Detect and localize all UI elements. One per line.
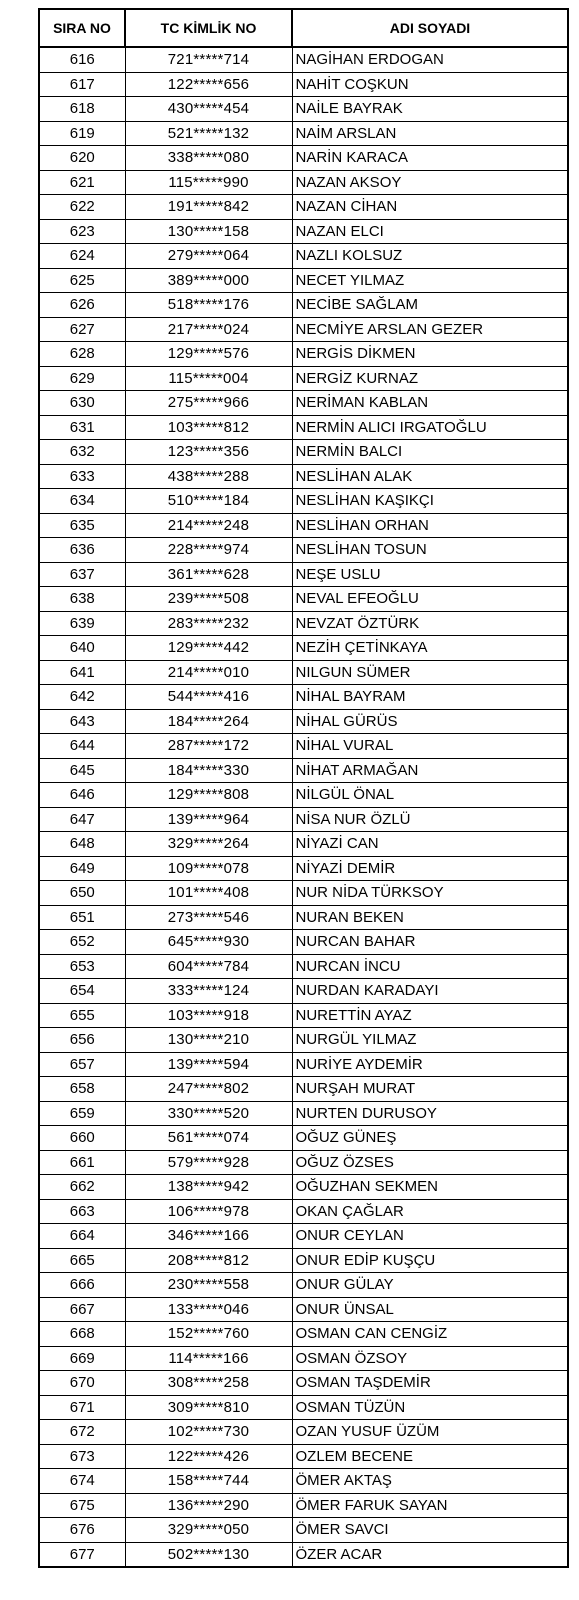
table-row <box>39 636 568 661</box>
sira-no-cell: 617 <box>39 72 125 97</box>
adi-soyadi-cell: OKAN ÇAĞLAR <box>292 1199 568 1224</box>
sira-no-cell: 675 <box>39 1493 125 1518</box>
table-row <box>39 1493 568 1518</box>
table-row <box>39 317 568 342</box>
sira-no-cell: 663 <box>39 1199 125 1224</box>
table-row <box>39 1297 568 1322</box>
header-tc-kimlik-no: TC KİMLİK NO <box>125 9 292 47</box>
table-row <box>39 1101 568 1126</box>
table-row <box>39 47 568 72</box>
adi-soyadi-cell: NURŞAH MURAT <box>292 1077 568 1102</box>
adi-soyadi-cell: NILGUN SÜMER <box>292 660 568 685</box>
table-row <box>39 538 568 563</box>
adi-soyadi-cell: NİHAL BAYRAM <box>292 685 568 710</box>
adi-soyadi-cell: NAGİHAN ERDOGAN <box>292 47 568 72</box>
tc-kimlik-no-cell: 239*****508 <box>125 587 292 612</box>
adi-soyadi-cell: OĞUZ GÜNEŞ <box>292 1126 568 1151</box>
table-row <box>39 881 568 906</box>
adi-soyadi-cell: OĞUZHAN SEKMEN <box>292 1175 568 1200</box>
table-row <box>39 464 568 489</box>
tc-kimlik-no-cell: 283*****232 <box>125 611 292 636</box>
sira-no-cell: 637 <box>39 562 125 587</box>
sira-no-cell: 676 <box>39 1518 125 1543</box>
adi-soyadi-cell: NESLİHAN TOSUN <box>292 538 568 563</box>
sira-no-cell: 660 <box>39 1126 125 1151</box>
adi-soyadi-cell: NURDAN KARADAYI <box>292 979 568 1004</box>
tc-kimlik-no-cell: 129*****808 <box>125 783 292 808</box>
tc-kimlik-no-cell: 502*****130 <box>125 1542 292 1567</box>
sira-no-cell: 654 <box>39 979 125 1004</box>
adi-soyadi-cell: NURCAN BAHAR <box>292 930 568 955</box>
table-row <box>39 587 568 612</box>
table-row <box>39 562 568 587</box>
adi-soyadi-cell: NECMİYE ARSLAN GEZER <box>292 317 568 342</box>
table-row <box>39 832 568 857</box>
tc-kimlik-no-cell: 214*****248 <box>125 513 292 538</box>
table-row <box>39 366 568 391</box>
sira-no-cell: 651 <box>39 905 125 930</box>
tc-kimlik-no-cell: 133*****046 <box>125 1297 292 1322</box>
sira-no-cell: 619 <box>39 121 125 146</box>
tc-kimlik-no-cell: 228*****974 <box>125 538 292 563</box>
adi-soyadi-cell: NERGİS DİKMEN <box>292 342 568 367</box>
table-body <box>39 47 568 1567</box>
table-row <box>39 1052 568 1077</box>
tc-kimlik-no-cell: 115*****004 <box>125 366 292 391</box>
table-row <box>39 244 568 269</box>
adi-soyadi-cell: NEVZAT ÖZTÜRK <box>292 611 568 636</box>
sira-no-cell: 665 <box>39 1248 125 1273</box>
adi-soyadi-cell: NURTEN DURUSOY <box>292 1101 568 1126</box>
table-row <box>39 146 568 171</box>
table-row <box>39 905 568 930</box>
tc-kimlik-no-cell: 361*****628 <box>125 562 292 587</box>
sira-no-cell: 668 <box>39 1322 125 1347</box>
tc-kimlik-no-cell: 309*****810 <box>125 1395 292 1420</box>
table-row <box>39 1248 568 1273</box>
tc-kimlik-no-cell: 152*****760 <box>125 1322 292 1347</box>
adi-soyadi-cell: NİHAL GÜRÜS <box>292 709 568 734</box>
adi-soyadi-cell: NİYAZİ DEMİR <box>292 856 568 881</box>
sira-no-cell: 641 <box>39 660 125 685</box>
tc-kimlik-no-cell: 275*****966 <box>125 391 292 416</box>
sira-no-cell: 662 <box>39 1175 125 1200</box>
sira-no-cell: 628 <box>39 342 125 367</box>
tc-kimlik-no-cell: 333*****124 <box>125 979 292 1004</box>
tc-kimlik-no-cell: 544*****416 <box>125 685 292 710</box>
table-row <box>39 121 568 146</box>
sira-no-cell: 625 <box>39 268 125 293</box>
table-row <box>39 1003 568 1028</box>
adi-soyadi-cell: NAZAN AKSOY <box>292 170 568 195</box>
sira-no-cell: 652 <box>39 930 125 955</box>
tc-kimlik-no-cell: 247*****802 <box>125 1077 292 1102</box>
tc-kimlik-no-cell: 138*****942 <box>125 1175 292 1200</box>
tc-kimlik-no-cell: 230*****558 <box>125 1273 292 1298</box>
tc-kimlik-no-cell: 122*****656 <box>125 72 292 97</box>
sira-no-cell: 666 <box>39 1273 125 1298</box>
adi-soyadi-cell: ÖMER FARUK SAYAN <box>292 1493 568 1518</box>
sira-no-cell: 650 <box>39 881 125 906</box>
tc-kimlik-no-cell: 184*****330 <box>125 758 292 783</box>
tc-kimlik-no-cell: 561*****074 <box>125 1126 292 1151</box>
table-row <box>39 856 568 881</box>
tc-kimlik-no-cell: 430*****454 <box>125 97 292 122</box>
adi-soyadi-cell: NESLİHAN ORHAN <box>292 513 568 538</box>
table-row <box>39 611 568 636</box>
sira-no-cell: 618 <box>39 97 125 122</box>
sira-no-cell: 620 <box>39 146 125 171</box>
tc-kimlik-no-cell: 330*****520 <box>125 1101 292 1126</box>
adi-soyadi-cell: NURETTİN AYAZ <box>292 1003 568 1028</box>
table-row <box>39 97 568 122</box>
sira-no-cell: 674 <box>39 1469 125 1494</box>
tc-kimlik-no-cell: 106*****978 <box>125 1199 292 1224</box>
sira-no-cell: 634 <box>39 489 125 514</box>
adi-soyadi-cell: NURAN BEKEN <box>292 905 568 930</box>
sira-no-cell: 655 <box>39 1003 125 1028</box>
tc-kimlik-no-cell: 139*****594 <box>125 1052 292 1077</box>
adi-soyadi-cell: NİHAT ARMAĞAN <box>292 758 568 783</box>
tc-kimlik-no-cell: 109*****078 <box>125 856 292 881</box>
table-row <box>39 1322 568 1347</box>
sira-no-cell: 633 <box>39 464 125 489</box>
sira-no-cell: 658 <box>39 1077 125 1102</box>
table-row <box>39 660 568 685</box>
adi-soyadi-cell: NESLİHAN ALAK <box>292 464 568 489</box>
table-row <box>39 1175 568 1200</box>
sira-no-cell: 664 <box>39 1224 125 1249</box>
sira-no-cell: 649 <box>39 856 125 881</box>
table-row <box>39 783 568 808</box>
adi-soyadi-cell: ÖMER SAVCI <box>292 1518 568 1543</box>
table-row <box>39 513 568 538</box>
adi-soyadi-cell: NERMİN ALICI IRGATOĞLU <box>292 415 568 440</box>
tc-kimlik-no-cell: 721*****714 <box>125 47 292 72</box>
adi-soyadi-cell: OSMAN ÖZSOY <box>292 1346 568 1371</box>
sira-no-cell: 657 <box>39 1052 125 1077</box>
tc-kimlik-no-cell: 329*****264 <box>125 832 292 857</box>
adi-soyadi-cell: OZAN YUSUF ÜZÜM <box>292 1420 568 1445</box>
sira-no-cell: 656 <box>39 1028 125 1053</box>
adi-soyadi-cell: OSMAN TÜZÜN <box>292 1395 568 1420</box>
adi-soyadi-cell: NEZİH ÇETİNKAYA <box>292 636 568 661</box>
adi-soyadi-cell: NAZLI KOLSUZ <box>292 244 568 269</box>
tc-kimlik-no-cell: 208*****812 <box>125 1248 292 1273</box>
table-row <box>39 1028 568 1053</box>
adi-soyadi-cell: NURCAN İNCU <box>292 954 568 979</box>
sira-no-cell: 669 <box>39 1346 125 1371</box>
adi-soyadi-cell: ONUR GÜLAY <box>292 1273 568 1298</box>
table-row <box>39 1126 568 1151</box>
table-row <box>39 1395 568 1420</box>
sira-no-cell: 621 <box>39 170 125 195</box>
tc-kimlik-no-cell: 518*****176 <box>125 293 292 318</box>
records-table <box>38 8 569 1568</box>
table-row <box>39 391 568 416</box>
sira-no-cell: 647 <box>39 807 125 832</box>
tc-kimlik-no-cell: 521*****132 <box>125 121 292 146</box>
adi-soyadi-cell: OZLEM BECENE <box>292 1444 568 1469</box>
adi-soyadi-cell: NAİM ARSLAN <box>292 121 568 146</box>
sira-no-cell: 636 <box>39 538 125 563</box>
tc-kimlik-no-cell: 217*****024 <box>125 317 292 342</box>
adi-soyadi-cell: NİLGÜL ÖNAL <box>292 783 568 808</box>
sira-no-cell: 648 <box>39 832 125 857</box>
table-row <box>39 1420 568 1445</box>
table-row <box>39 807 568 832</box>
tc-kimlik-no-cell: 214*****010 <box>125 660 292 685</box>
table-row <box>39 219 568 244</box>
sira-no-cell: 639 <box>39 611 125 636</box>
tc-kimlik-no-cell: 122*****426 <box>125 1444 292 1469</box>
adi-soyadi-cell: ÖZER ACAR <box>292 1542 568 1567</box>
sira-no-cell: 632 <box>39 440 125 465</box>
tc-kimlik-no-cell: 191*****842 <box>125 195 292 220</box>
adi-soyadi-cell: NEVAL EFEOĞLU <box>292 587 568 612</box>
tc-kimlik-no-cell: 101*****408 <box>125 881 292 906</box>
table-row <box>39 342 568 367</box>
table-row <box>39 1542 568 1567</box>
table-row <box>39 293 568 318</box>
sira-no-cell: 642 <box>39 685 125 710</box>
adi-soyadi-cell: OSMAN CAN CENGİZ <box>292 1322 568 1347</box>
tc-kimlik-no-cell: 136*****290 <box>125 1493 292 1518</box>
adi-soyadi-cell: NECET YILMAZ <box>292 268 568 293</box>
sira-no-cell: 623 <box>39 219 125 244</box>
adi-soyadi-cell: NİYAZİ CAN <box>292 832 568 857</box>
table-row <box>39 489 568 514</box>
adi-soyadi-cell: NECİBE SAĞLAM <box>292 293 568 318</box>
tc-kimlik-no-cell: 129*****576 <box>125 342 292 367</box>
adi-soyadi-cell: NARİN KARACA <box>292 146 568 171</box>
header-sira-no: SIRA NO <box>39 9 125 47</box>
tc-kimlik-no-cell: 103*****812 <box>125 415 292 440</box>
adi-soyadi-cell: ÖMER AKTAŞ <box>292 1469 568 1494</box>
adi-soyadi-cell: NERMİN BALCI <box>292 440 568 465</box>
table-row <box>39 709 568 734</box>
tc-kimlik-no-cell: 130*****210 <box>125 1028 292 1053</box>
tc-kimlik-no-cell: 139*****964 <box>125 807 292 832</box>
sira-no-cell: 631 <box>39 415 125 440</box>
table-row <box>39 1469 568 1494</box>
adi-soyadi-cell: NİSA NUR ÖZLÜ <box>292 807 568 832</box>
tc-kimlik-no-cell: 102*****730 <box>125 1420 292 1445</box>
sira-no-cell: 653 <box>39 954 125 979</box>
adi-soyadi-cell: NİHAL VURAL <box>292 734 568 759</box>
sira-no-cell: 670 <box>39 1371 125 1396</box>
sira-no-cell: 635 <box>39 513 125 538</box>
table-row <box>39 195 568 220</box>
table-header <box>39 9 568 47</box>
tc-kimlik-no-cell: 123*****356 <box>125 440 292 465</box>
tc-kimlik-no-cell: 130*****158 <box>125 219 292 244</box>
header-adi-soyadi: ADI SOYADI <box>292 9 568 47</box>
tc-kimlik-no-cell: 389*****000 <box>125 268 292 293</box>
table-row <box>39 930 568 955</box>
sira-no-cell: 643 <box>39 709 125 734</box>
adi-soyadi-cell: NAİLE BAYRAK <box>292 97 568 122</box>
tc-kimlik-no-cell: 338*****080 <box>125 146 292 171</box>
sira-no-cell: 616 <box>39 47 125 72</box>
table-row <box>39 1077 568 1102</box>
sira-no-cell: 645 <box>39 758 125 783</box>
table-row <box>39 170 568 195</box>
tc-kimlik-no-cell: 438*****288 <box>125 464 292 489</box>
table-row <box>39 1199 568 1224</box>
tc-kimlik-no-cell: 279*****064 <box>125 244 292 269</box>
tc-kimlik-no-cell: 115*****990 <box>125 170 292 195</box>
adi-soyadi-cell: NEŞE USLU <box>292 562 568 587</box>
adi-soyadi-cell: OĞUZ ÖZSES <box>292 1150 568 1175</box>
tc-kimlik-no-cell: 645*****930 <box>125 930 292 955</box>
adi-soyadi-cell: NURGÜL YILMAZ <box>292 1028 568 1053</box>
sira-no-cell: 673 <box>39 1444 125 1469</box>
tc-kimlik-no-cell: 114*****166 <box>125 1346 292 1371</box>
table-row <box>39 415 568 440</box>
sira-no-cell: 677 <box>39 1542 125 1567</box>
table-row <box>39 979 568 1004</box>
tc-kimlik-no-cell: 308*****258 <box>125 1371 292 1396</box>
sira-no-cell: 644 <box>39 734 125 759</box>
header-row <box>39 9 568 47</box>
table-row <box>39 1273 568 1298</box>
tc-kimlik-no-cell: 579*****928 <box>125 1150 292 1175</box>
table-row <box>39 1224 568 1249</box>
tc-kimlik-no-cell: 129*****442 <box>125 636 292 661</box>
table-row <box>39 954 568 979</box>
table-row <box>39 734 568 759</box>
adi-soyadi-cell: NAZAN ELCI <box>292 219 568 244</box>
tc-kimlik-no-cell: 287*****172 <box>125 734 292 759</box>
adi-soyadi-cell: ONUR ÜNSAL <box>292 1297 568 1322</box>
sira-no-cell: 629 <box>39 366 125 391</box>
sira-no-cell: 627 <box>39 317 125 342</box>
adi-soyadi-cell: NAHİT COŞKUN <box>292 72 568 97</box>
sira-no-cell: 638 <box>39 587 125 612</box>
table-row <box>39 1371 568 1396</box>
table-row <box>39 1444 568 1469</box>
tc-kimlik-no-cell: 158*****744 <box>125 1469 292 1494</box>
adi-soyadi-cell: NESLİHAN KAŞIKÇI <box>292 489 568 514</box>
sira-no-cell: 671 <box>39 1395 125 1420</box>
table-row <box>39 1150 568 1175</box>
tc-kimlik-no-cell: 510*****184 <box>125 489 292 514</box>
sira-no-cell: 630 <box>39 391 125 416</box>
tc-kimlik-no-cell: 273*****546 <box>125 905 292 930</box>
table-row <box>39 268 568 293</box>
adi-soyadi-cell: NERGİZ KURNAZ <box>292 366 568 391</box>
tc-kimlik-no-cell: 604*****784 <box>125 954 292 979</box>
sira-no-cell: 672 <box>39 1420 125 1445</box>
table-row <box>39 1518 568 1543</box>
sira-no-cell: 640 <box>39 636 125 661</box>
tc-kimlik-no-cell: 184*****264 <box>125 709 292 734</box>
tc-kimlik-no-cell: 346*****166 <box>125 1224 292 1249</box>
adi-soyadi-cell: ONUR EDİP KUŞÇU <box>292 1248 568 1273</box>
sira-no-cell: 626 <box>39 293 125 318</box>
sira-no-cell: 622 <box>39 195 125 220</box>
adi-soyadi-cell: NUR NİDA TÜRKSOY <box>292 881 568 906</box>
adi-soyadi-cell: NAZAN CİHAN <box>292 195 568 220</box>
tc-kimlik-no-cell: 103*****918 <box>125 1003 292 1028</box>
table-row <box>39 440 568 465</box>
sira-no-cell: 661 <box>39 1150 125 1175</box>
sira-no-cell: 659 <box>39 1101 125 1126</box>
adi-soyadi-cell: OSMAN TAŞDEMİR <box>292 1371 568 1396</box>
adi-soyadi-cell: NURİYE AYDEMİR <box>292 1052 568 1077</box>
table-row <box>39 72 568 97</box>
adi-soyadi-cell: NERİMAN KABLAN <box>292 391 568 416</box>
tc-kimlik-no-cell: 329*****050 <box>125 1518 292 1543</box>
table-row <box>39 758 568 783</box>
adi-soyadi-cell: ONUR CEYLAN <box>292 1224 568 1249</box>
sira-no-cell: 624 <box>39 244 125 269</box>
table-row <box>39 1346 568 1371</box>
sira-no-cell: 646 <box>39 783 125 808</box>
sira-no-cell: 667 <box>39 1297 125 1322</box>
table-row <box>39 685 568 710</box>
